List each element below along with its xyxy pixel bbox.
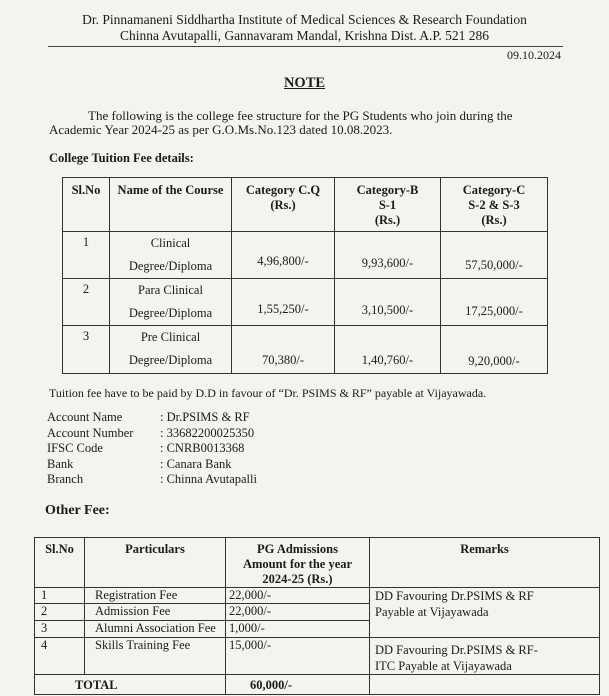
account-value: : Dr.PSIMS & RF	[160, 410, 250, 424]
cell-remarks	[370, 638, 600, 675]
cell-cq: 1,55,250/-	[232, 279, 335, 326]
tuition-payment-note: Tuition fee have to be paid by D.D in favour of “Dr. PSIMS & RF” payable at Vijayawada.	[49, 386, 487, 400]
th-course: Name of the Course	[110, 178, 232, 232]
cell-course	[110, 326, 232, 374]
cell-slno: 4	[35, 638, 85, 675]
tuition-heading: College Tuition Fee details:	[49, 151, 194, 165]
other-row	[35, 638, 600, 675]
remark-line2: Payable at Vijayawada	[375, 605, 489, 619]
tuition-row	[63, 326, 548, 374]
cell-c: 57,50,000/-	[441, 232, 548, 279]
th-b-line1: Category-B	[356, 183, 419, 197]
cell-b: 3,10,500/-	[335, 279, 441, 326]
cell-c: 17,25,000/-	[441, 279, 548, 326]
th-category-b	[335, 178, 441, 232]
account-row	[47, 441, 257, 457]
cell-amount: 22,000/-	[226, 588, 370, 604]
course-line1: Clinical	[150, 236, 191, 250]
th-c-line1: Category-C	[462, 183, 526, 197]
th-c-line2: S-2 & S-3	[468, 198, 520, 212]
cell-amount: 15,000/-	[226, 638, 370, 675]
account-label: Bank	[47, 456, 74, 471]
cell-amount: 22,000/-	[226, 604, 370, 621]
course-line1: Para Clinical	[138, 283, 203, 297]
th-b-line2: S-1	[378, 198, 397, 212]
cell-particular: Registration Fee	[85, 588, 226, 604]
th-amount-line2: Amount for the year	[242, 557, 353, 571]
account-value: : Chinna Avutapalli	[160, 472, 257, 486]
tuition-header-row	[63, 178, 548, 232]
th-cq-line2: (Rs.)	[270, 198, 296, 212]
remark-line2: ITC Payable at Vijayawada	[375, 659, 512, 673]
th-amount	[226, 538, 370, 588]
other-row	[35, 588, 600, 604]
intro-line-1: The following is the college fee structure for the PG Students who join during the	[88, 108, 513, 123]
note-title: NOTE	[283, 75, 326, 91]
account-row	[47, 426, 257, 442]
tuition-fee-table	[62, 177, 548, 374]
th-slno: Sl.No	[63, 178, 110, 232]
intro-line-2: Academic Year 2024-25 as per G.O.Ms.No.123 dated 10.08.2023.	[49, 122, 393, 137]
other-fee-table	[34, 537, 600, 695]
account-label: IFSC Code	[47, 441, 103, 455]
cell-slno: 1	[35, 588, 85, 604]
cell-particular: Alumni Association Fee	[85, 621, 226, 638]
th-category-cq	[232, 178, 335, 232]
remark-line1: DD Favouring Dr.PSIMS & RF-	[375, 643, 538, 657]
total-label: TOTAL	[35, 675, 226, 695]
institute-address: Chinna Avutapalli, Gannavaram Mandal, Krishna Dist. A.P. 521 286	[119, 28, 490, 43]
total-remarks-empty	[370, 675, 600, 695]
th-particulars: Particulars	[85, 538, 226, 588]
document-date: 09.10.2024	[507, 48, 561, 62]
cell-amount: 1,000/-	[226, 621, 370, 638]
cell-particular: Skills Training Fee	[85, 638, 226, 675]
total-row	[35, 675, 600, 695]
account-value: : CNRB0013368	[160, 441, 245, 455]
cell-slno: 2	[63, 279, 110, 326]
th-c-line3: (Rs.)	[481, 213, 507, 227]
cell-slno: 3	[35, 621, 85, 638]
remark-line1: DD Favouring Dr.PSIMS & RF	[375, 589, 534, 603]
header-divider	[48, 46, 563, 47]
account-row	[47, 472, 257, 488]
cell-slno: 3	[63, 326, 110, 374]
account-row	[47, 457, 257, 473]
cell-b: 1,40,760/-	[335, 326, 441, 374]
other-fee-heading: Other Fee:	[45, 503, 110, 518]
th-slno: Sl.No	[35, 538, 85, 588]
cell-cq: 4,96,800/-	[232, 232, 335, 279]
th-amount-line1: PG Admissions	[257, 542, 338, 556]
account-label: Account Name	[47, 410, 123, 424]
cell-slno: 1	[63, 232, 110, 279]
account-details	[47, 410, 257, 488]
other-header-row	[35, 538, 600, 588]
course-line2: Degree/Diploma	[128, 306, 213, 320]
account-label: Branch	[47, 472, 84, 486]
cell-slno: 2	[35, 604, 85, 621]
course-line1: Pre Clinical	[140, 330, 201, 344]
cell-b: 9,93,600/-	[335, 232, 441, 279]
cell-course	[110, 232, 232, 279]
account-label: Account Number	[47, 425, 134, 440]
th-b-line3: (Rs.)	[374, 213, 401, 227]
th-remarks: Remarks	[370, 538, 600, 588]
institute-name: Dr. Pinnamaneni Siddhartha Institute of Medical Sciences & Research Foundation	[82, 12, 527, 27]
tuition-row	[63, 279, 548, 326]
course-line2: Degree/Diploma	[128, 259, 213, 273]
th-cq-line1: Category C.Q	[245, 183, 321, 197]
cell-c: 9,20,000/-	[441, 326, 548, 374]
total-value: 60,000/-	[226, 675, 370, 695]
account-row	[47, 410, 257, 426]
cell-course	[110, 279, 232, 326]
account-value: : 33682200025350	[160, 425, 255, 440]
course-line2: Degree/Diploma	[128, 353, 213, 367]
cell-particular: Admission Fee	[85, 604, 226, 621]
tuition-row	[63, 232, 548, 279]
th-amount-line3: 2024-25 (Rs.)	[262, 572, 333, 586]
account-value: : Canara Bank	[160, 456, 232, 471]
cell-cq: 70,380/-	[232, 326, 335, 374]
th-category-c	[441, 178, 548, 232]
cell-remarks	[370, 588, 600, 638]
